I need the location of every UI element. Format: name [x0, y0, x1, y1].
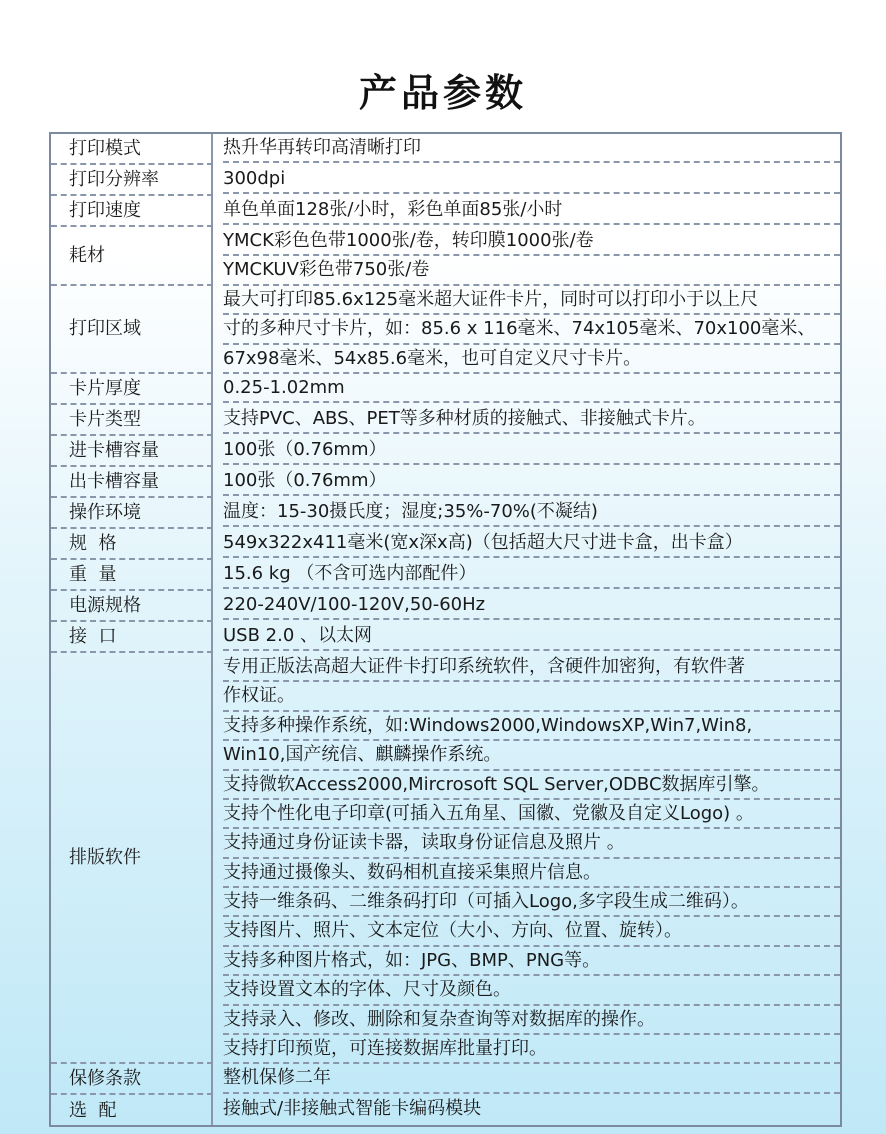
spec-row — [51, 1064, 840, 1095]
spec-row — [51, 498, 840, 529]
spec-label: 卡片厚度 — [51, 374, 213, 405]
spec-row — [51, 405, 840, 436]
spec-row — [51, 653, 840, 1064]
spec-value — [213, 1064, 840, 1095]
spec-value-line: 0.25-1.02mm — [223, 374, 840, 403]
spec-value — [213, 467, 840, 498]
spec-label: 卡片类型 — [51, 405, 213, 436]
spec-value-line: YMCK彩色色带1000张/卷，转印膜1000张/卷 — [223, 227, 840, 256]
spec-value-line: 支持微软Access2000,Mircrosoft SQL Server,ODBC数据库引擎。 — [223, 771, 840, 800]
spec-value-line: 接触式/非接触式智能卡编码模块 — [223, 1098, 482, 1120]
spec-value-line: 15.6 kg （不含可选内部配件） — [223, 560, 840, 589]
spec-value-line: 支持录入、修改、删除和复杂查询等对数据库的操作。 — [223, 1006, 840, 1035]
spec-row — [51, 591, 840, 622]
spec-value-line: 支持通过身份证读卡器，读取身份证信息及照片 。 — [223, 829, 840, 858]
spec-value-line: YMCKUV彩色带750张/卷 — [223, 256, 840, 285]
spec-label: 打印模式 — [51, 134, 213, 165]
spec-value-line: 单色单面128张/小时，彩色单面85张/小时 — [223, 196, 840, 225]
spec-label: 接 口 — [51, 622, 213, 653]
spec-row — [51, 286, 840, 374]
spec-value-line: 549x322x411毫米(宽x深x高)（包括超大尺寸进卡盒，出卡盒） — [223, 529, 840, 558]
spec-value-line: 热升华再转印高清晰打印 — [223, 134, 840, 163]
spec-value-line: 专用正版法高超大证件卡打印系统软件，含硬件加密狗，有软件著 — [223, 653, 840, 682]
spec-value — [213, 653, 840, 1064]
spec-value-line: 支持设置文本的字体、尺寸及颜色。 — [223, 976, 840, 1005]
spec-label: 电源规格 — [51, 591, 213, 622]
spec-label: 保修条款 — [51, 1064, 213, 1095]
spec-value — [213, 529, 840, 560]
spec-value-line: 温度：15-30摄氏度；湿度;35%-70%(不凝结) — [223, 498, 840, 527]
spec-value-line: 100张（0.76mm） — [223, 436, 840, 465]
spec-value-line: 300dpi — [223, 165, 840, 194]
spec-value-line: 支持打印预览，可连接数据库批量打印。 — [223, 1035, 840, 1064]
spec-value — [213, 227, 840, 286]
spec-value — [213, 1095, 840, 1124]
spec-row — [51, 134, 840, 165]
spec-value-line: 支持个性化电子印章(可插入五角星、国徽、党徽及自定义Logo) 。 — [223, 800, 840, 829]
spec-label: 规 格 — [51, 529, 213, 560]
spec-value-line: Win10,国产统信、麒麟操作系统。 — [223, 741, 840, 770]
spec-value-line: 支持图片、照片、文本定位（大小、方向、位置、旋转）。 — [223, 917, 840, 946]
spec-row — [51, 467, 840, 498]
spec-value — [213, 196, 840, 227]
spec-value-line: 整机保修二年 — [223, 1064, 840, 1093]
spec-value-line: 支持多种操作系统，如:Windows2000,WindowsXP,Win7,Win8, — [223, 712, 840, 741]
spec-label: 选 配 — [51, 1095, 213, 1124]
spec-value-line: 支持多种图片格式，如：JPG、BMP、PNG等。 — [223, 947, 840, 976]
spec-label: 出卡槽容量 — [51, 467, 213, 498]
spec-label: 重 量 — [51, 560, 213, 591]
spec-value — [213, 286, 840, 374]
spec-row — [51, 529, 840, 560]
spec-value — [213, 134, 840, 165]
spec-row — [51, 227, 840, 286]
spec-value-line: 220-240V/100-120V,50-60Hz — [223, 591, 840, 620]
spec-row — [51, 622, 840, 653]
spec-row — [51, 165, 840, 196]
spec-value — [213, 498, 840, 529]
spec-value-line: 最大可打印85.6x125毫米超大证件卡片，同时可以打印小于以上尺 — [223, 286, 840, 315]
spec-label: 耗材 — [51, 227, 213, 286]
spec-table — [49, 132, 842, 1127]
spec-label: 进卡槽容量 — [51, 436, 213, 467]
spec-value — [213, 374, 840, 405]
spec-row — [51, 196, 840, 227]
spec-value — [213, 165, 840, 196]
spec-label: 操作环境 — [51, 498, 213, 529]
spec-label: 打印区域 — [51, 286, 213, 374]
spec-value-line: 支持PVC、ABS、PET等多种材质的接触式、非接触式卡片。 — [223, 405, 840, 434]
spec-label: 打印速度 — [51, 196, 213, 227]
spec-row — [51, 560, 840, 591]
spec-value — [213, 405, 840, 436]
spec-value-line: 作权证。 — [223, 682, 840, 711]
spec-value-line: 100张（0.76mm） — [223, 467, 840, 496]
spec-label: 打印分辨率 — [51, 165, 213, 196]
spec-label: 排版软件 — [51, 653, 213, 1064]
page-title: 产品参数 — [358, 71, 527, 115]
spec-value-line: 支持通过摄像头、数码相机直接采集照片信息。 — [223, 859, 840, 888]
spec-value-line: 寸的多种尺寸卡片，如：85.6 x 116毫米、74x105毫米、70x100毫米、 — [223, 315, 840, 344]
spec-value-line: USB 2.0 、以太网 — [223, 622, 840, 651]
spec-value — [213, 591, 840, 622]
spec-row — [51, 1095, 840, 1124]
spec-value — [213, 560, 840, 591]
spec-value — [213, 436, 840, 467]
spec-value — [213, 622, 840, 653]
spec-value-line: 支持一维条码、二维条码打印（可插入Logo,多字段生成二维码）。 — [223, 888, 840, 917]
spec-value-line: 67x98毫米、54x85.6毫米，也可自定义尺寸卡片。 — [223, 345, 840, 374]
spec-row — [51, 374, 840, 405]
spec-row — [51, 436, 840, 467]
